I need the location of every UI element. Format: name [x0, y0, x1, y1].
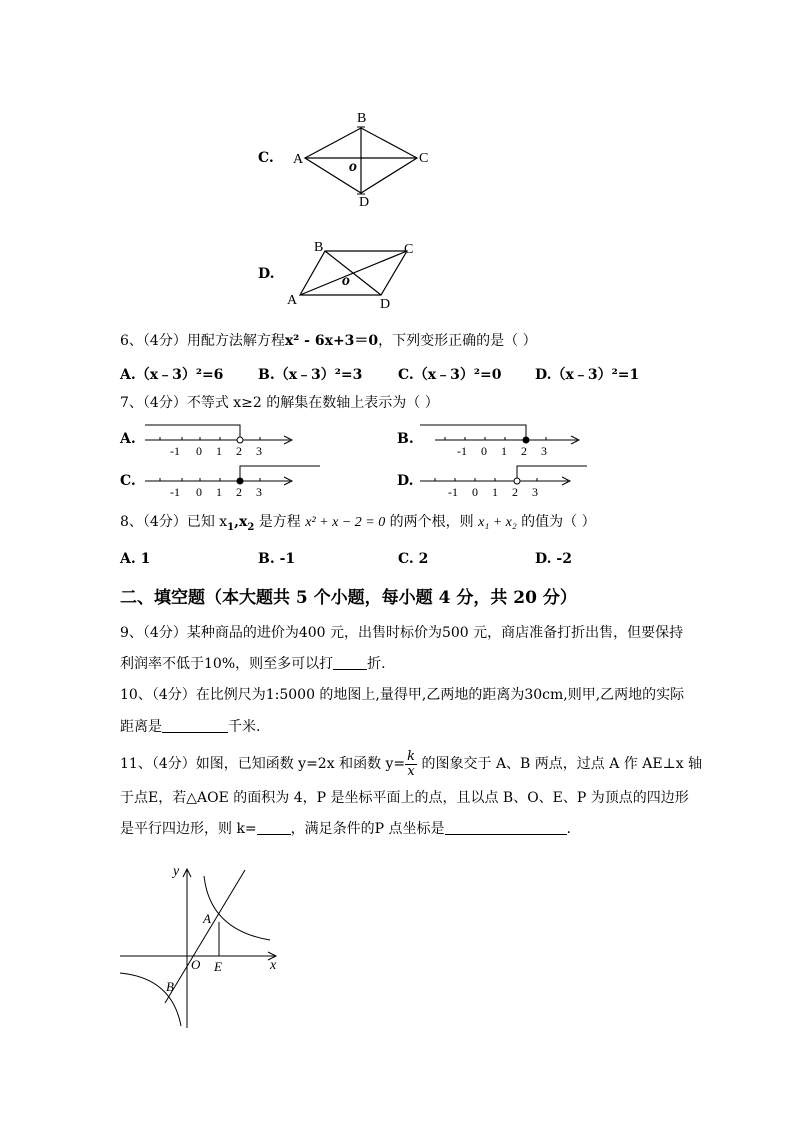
point-c-label: C — [404, 242, 414, 257]
number-line-c — [140, 460, 325, 500]
q8-option-c: C. 2 — [398, 551, 429, 567]
question-8-text: ,x — [234, 514, 248, 530]
tick-label: 1 — [501, 444, 507, 458]
question-11-text: 11、（4分）如图，已知函数 y=2x 和函数 y= — [120, 756, 406, 772]
q6-option-c: C.（x﹣3）²=0 — [398, 367, 502, 383]
question-10-line-2 — [120, 718, 260, 736]
point-c-label: C — [419, 151, 429, 166]
question-8-sum: x₁ + x₂ — [478, 515, 517, 530]
point-a-label: A — [293, 152, 304, 167]
tick-label: 2 — [521, 444, 527, 458]
point-a-label: A — [287, 293, 298, 308]
point-b-label: B — [314, 240, 324, 255]
tick-label: 3 — [256, 444, 262, 458]
tick-label: -1 — [170, 485, 180, 499]
tick-label: 0 — [472, 485, 478, 499]
question-10-line-1: 10、（4分）在比例尺为1:5000 的地图上,量得甲,乙两地的距离为30cm,则甲,乙两地的实际 — [120, 687, 685, 703]
q8-option-a: A. 1 — [120, 551, 151, 567]
tick-label: 2 — [512, 485, 518, 499]
q7-option-b: B. — [397, 431, 414, 447]
question-6 — [120, 332, 537, 350]
question-8-text: 的两个根，则 — [385, 514, 479, 530]
question-11-text: 的图象交于 A、B 两点，过点 A 作 AE⊥x 轴 — [417, 756, 703, 772]
subscript: 1 — [227, 521, 235, 533]
question-11-line-3 — [120, 820, 571, 838]
number-line-b — [415, 420, 585, 460]
origin-label: O — [191, 957, 201, 972]
tick-label: 1 — [492, 485, 498, 499]
number-line-a — [140, 420, 300, 460]
question-8-prefix: 8、（4分）已知 x — [120, 514, 228, 530]
answer-blank[interactable] — [257, 820, 291, 835]
point-o-label: o — [349, 158, 357, 175]
fraction-numerator: k — [407, 748, 416, 764]
number-line-d — [415, 460, 590, 500]
question-9-text: 折. — [367, 656, 386, 672]
question-7: 7、（4分）不等式 x≥2 的解集在数轴上表示为（ ） — [120, 395, 439, 411]
answer-blank[interactable] — [333, 655, 367, 670]
tick-label: -1 — [448, 485, 458, 499]
question-6-equation: x² - 6x+3＝0 — [284, 333, 379, 349]
q7-option-d: D. — [397, 473, 414, 489]
point-e-label: E — [214, 959, 222, 974]
tick-label: -1 — [457, 444, 467, 458]
question-6-prefix: 6、（4分）用配方法解方程 — [120, 333, 285, 349]
point-b-label: B — [166, 979, 174, 994]
question-9-line-2 — [120, 655, 386, 673]
question-11-line-1 — [120, 747, 702, 781]
q6-option-a: A.（x﹣3）²=6 — [120, 367, 224, 383]
tick-label: 0 — [196, 444, 202, 458]
tick-label: 1 — [216, 444, 222, 458]
point-o-label: o — [342, 272, 350, 289]
tick-label: 3 — [256, 485, 262, 499]
question-8-equation: x² + x − 2 = 0 — [305, 515, 386, 530]
question-10-text: 千米. — [228, 719, 261, 735]
question-11-text: . — [566, 821, 571, 837]
subscript: 2 — [247, 521, 255, 533]
q7-option-c: C. — [120, 473, 136, 489]
question-11-line-2: 于点E，若△AOE 的面积为 4，P 是坐标平面上的点，且以点 B、O、E、P 为顶点的四边形 — [120, 790, 689, 806]
tick-label: -1 — [170, 444, 180, 458]
point-d-label: D — [380, 297, 391, 312]
q7-option-a: A. — [120, 431, 136, 447]
coordinate-graph — [115, 858, 290, 1033]
question-8-suffix: 的值为（ ） — [516, 514, 596, 530]
question-6-suffix: ，下列变形正确的是（ ） — [378, 333, 537, 349]
option-c-label: C. — [258, 150, 274, 166]
tick-label: 0 — [481, 444, 487, 458]
fraction-k-over-x — [405, 750, 417, 779]
tick-label: 1 — [216, 485, 222, 499]
axis-y-label: y — [173, 864, 180, 879]
tick-label: 0 — [196, 485, 202, 499]
point-a-label: A — [203, 911, 211, 926]
tick-label: 3 — [532, 485, 538, 499]
section-heading: 二、填空题（本大题共 5 个小题，每小题 4 分，共 20 分） — [120, 588, 577, 608]
q6-option-d: D.（x﹣3）²=1 — [535, 367, 640, 383]
answer-blank[interactable] — [162, 718, 228, 733]
fraction-denominator: x — [407, 763, 415, 779]
question-9-line-1: 9、（4分）某种商品的进价为400 元，出售时标价为500 元，商店准备打折出售，但要保持 — [120, 625, 684, 641]
question-8 — [120, 513, 596, 537]
rhombus-figure — [285, 105, 445, 215]
answer-blank[interactable] — [445, 820, 567, 835]
question-9-text: 利润率不低于10%，则至多可以打 — [120, 656, 334, 672]
tick-label: 3 — [541, 444, 547, 458]
tick-label: 2 — [236, 485, 242, 499]
option-d-label: D. — [258, 266, 275, 282]
q6-option-b: B.（x﹣3）²=3 — [258, 367, 363, 383]
question-11-text: 是平行四边形，则 k= — [120, 821, 257, 837]
question-10-text: 距离是 — [120, 719, 162, 735]
point-b-label: B — [357, 111, 367, 126]
question-8-text: 是方程 — [254, 514, 306, 530]
q8-option-b: B. -1 — [258, 551, 296, 567]
question-11-text: ，满足条件的P 点坐标是 — [290, 821, 445, 837]
point-d-label: D — [359, 195, 370, 210]
tick-label: 2 — [236, 444, 242, 458]
axis-x-label: x — [270, 958, 277, 973]
q8-option-d: D. -2 — [535, 551, 572, 567]
parallelogram-figure — [285, 235, 435, 315]
